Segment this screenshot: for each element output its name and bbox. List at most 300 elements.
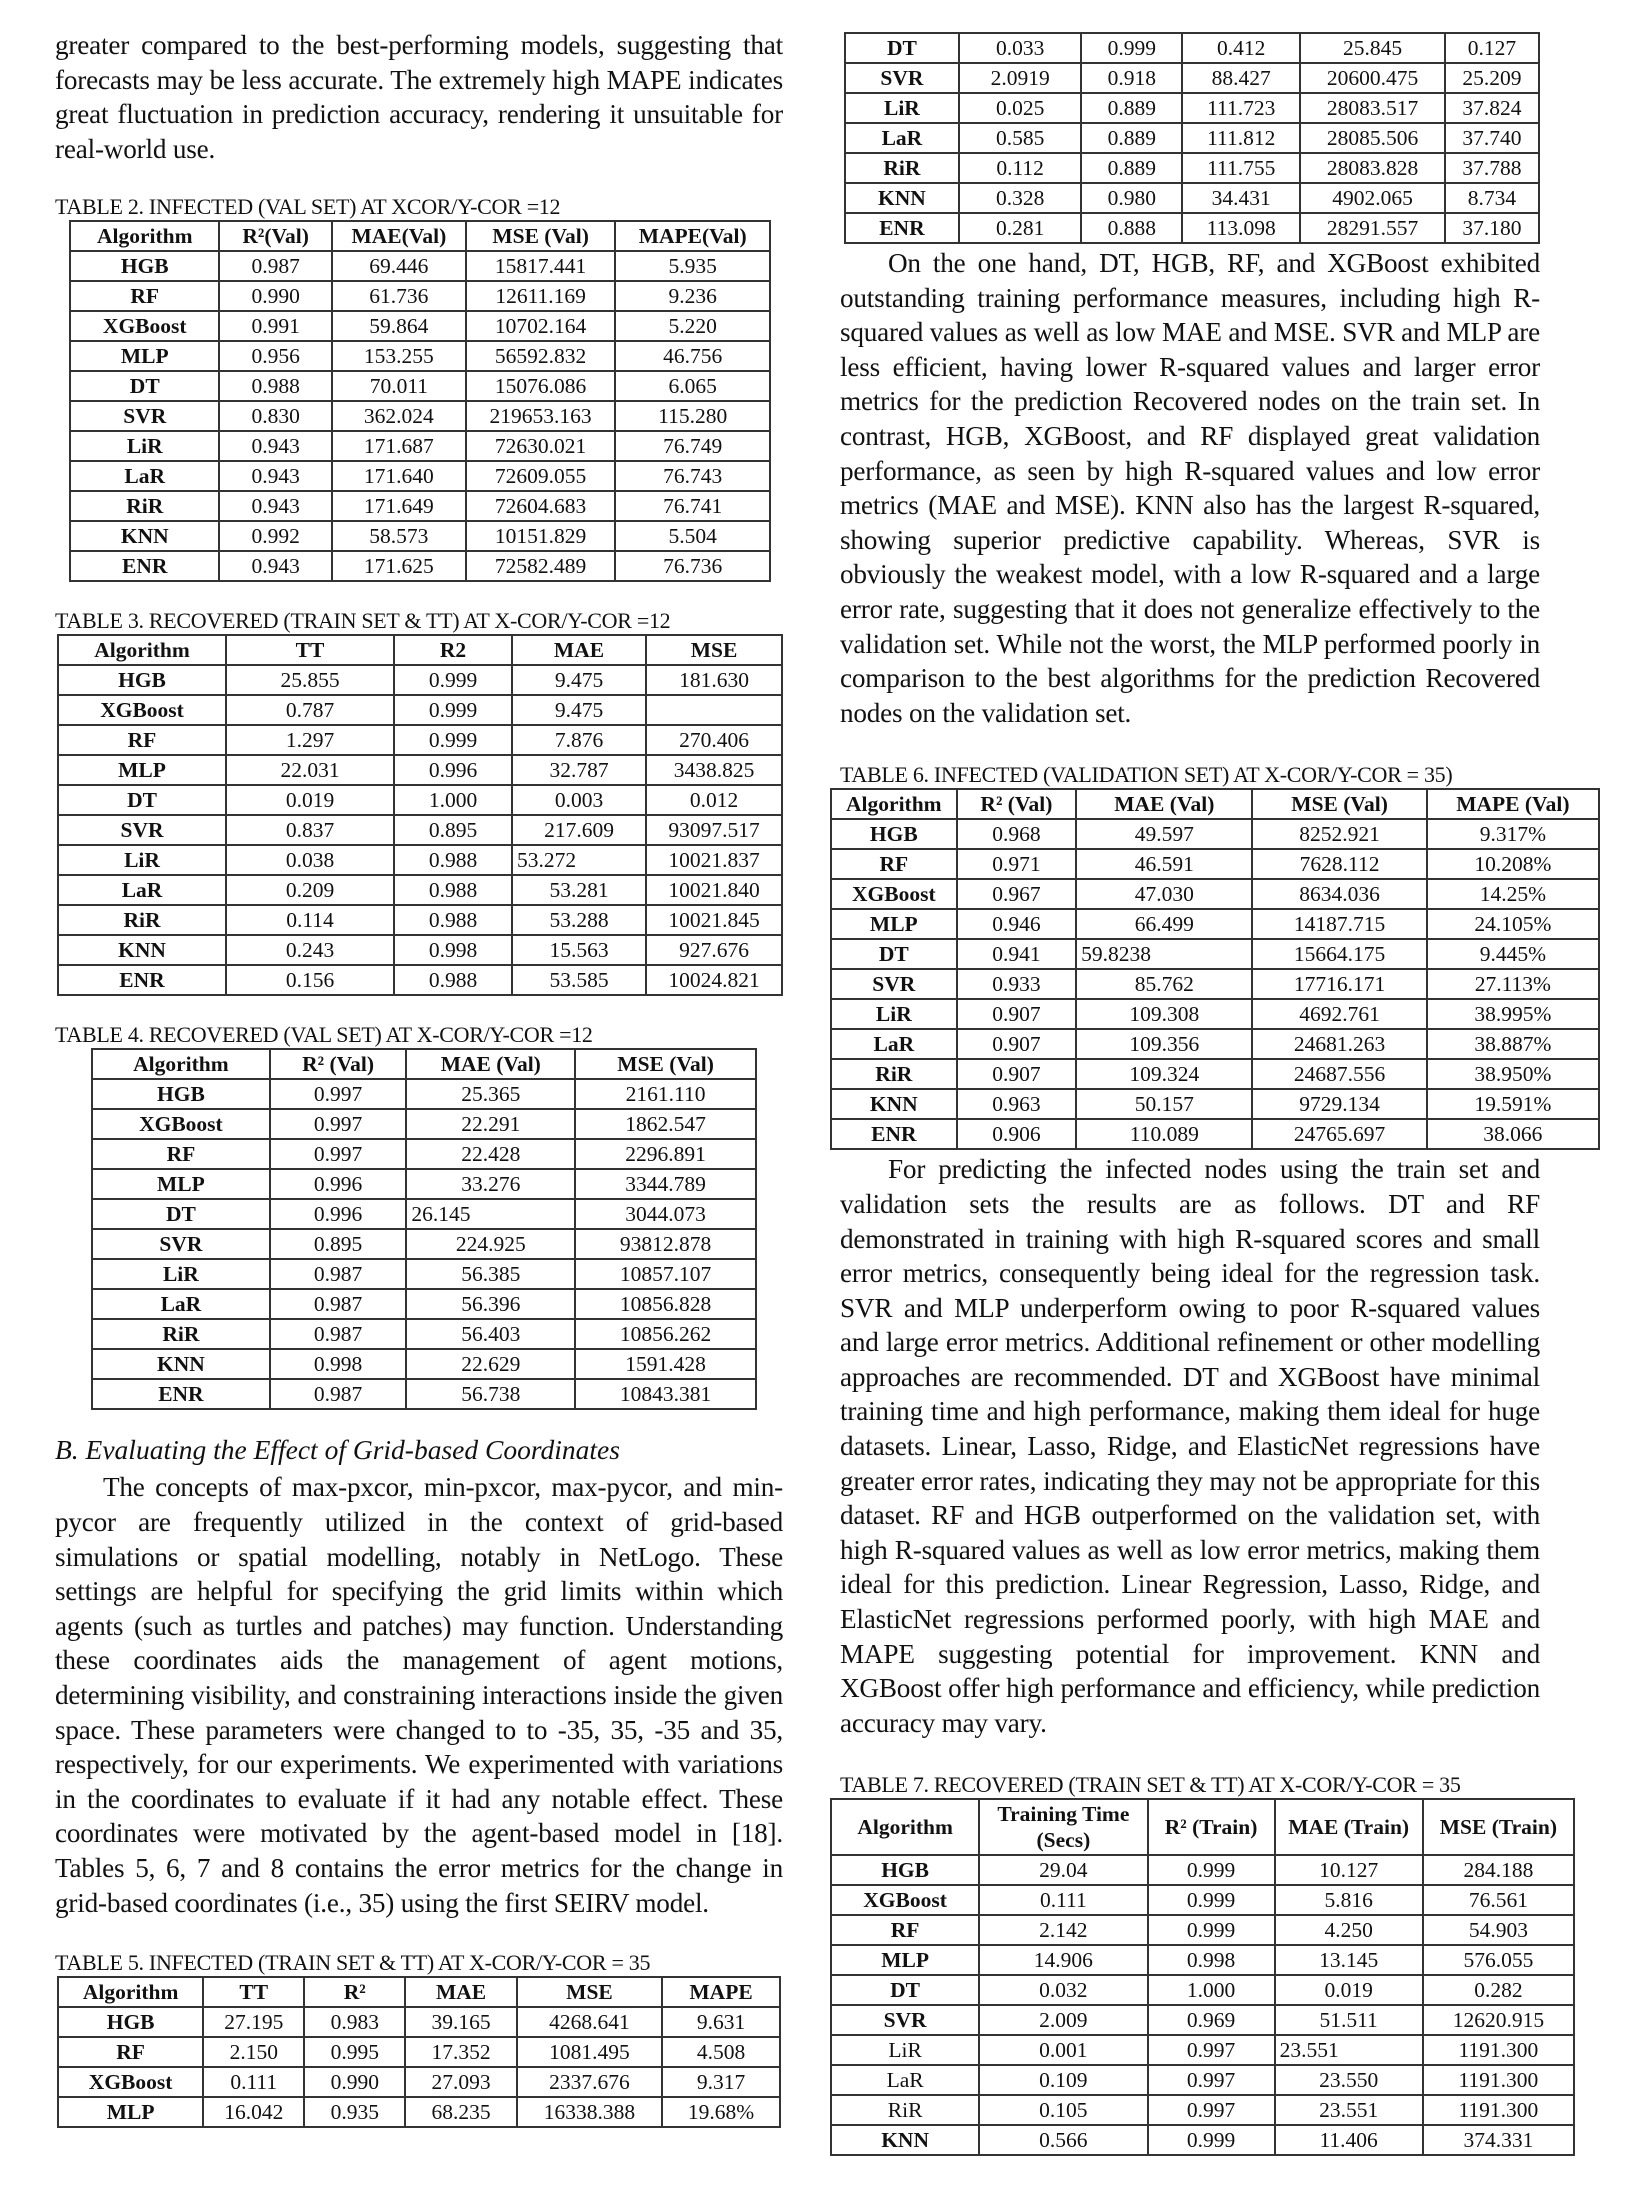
metric-cell: 0.895 (270, 1229, 407, 1259)
metric-cell: 0.019 (1275, 1975, 1423, 2005)
metric-cell: 39.165 (405, 2007, 517, 2037)
metric-cell: 1591.428 (575, 1349, 756, 1379)
metric-cell: 56.396 (406, 1289, 575, 1319)
metric-cell: 19.591% (1427, 1089, 1599, 1119)
metric-cell: 76.741 (615, 491, 770, 521)
metric-cell: 0.935 (304, 2097, 405, 2127)
table-row (70, 521, 770, 551)
table-row (58, 695, 782, 725)
metric-cell: 1191.300 (1423, 2095, 1574, 2125)
metric-cell: 0.997 (270, 1079, 407, 1109)
metric-cell: 14.906 (979, 1945, 1147, 1975)
column-header: R²(Val) (219, 221, 331, 251)
table7 (830, 1798, 1575, 2156)
metric-cell: 0.987 (270, 1379, 407, 1409)
metric-cell: 59.8238 (1076, 939, 1252, 969)
table-row (92, 1259, 756, 1289)
metric-cell: 72630.021 (466, 431, 615, 461)
table-row (58, 755, 782, 785)
table-row (831, 879, 1599, 909)
algorithm-cell: ENR (70, 551, 219, 581)
metric-cell: 0.412 (1182, 33, 1300, 63)
metric-cell: 34.431 (1182, 183, 1300, 213)
metric-cell: 171.640 (332, 461, 466, 491)
algorithm-cell: LaR (831, 2065, 979, 2095)
metric-cell: 115.280 (615, 401, 770, 431)
table-header-row (92, 1049, 756, 1079)
metric-cell: 0.003 (512, 785, 646, 815)
algorithm-cell: HGB (58, 2007, 203, 2037)
metric-cell: 3344.789 (575, 1169, 756, 1199)
metric-cell: 111.755 (1182, 153, 1300, 183)
metric-cell: 72604.683 (466, 491, 615, 521)
metric-cell: 0.889 (1081, 123, 1182, 153)
table-row (58, 905, 782, 935)
column-header: TT (203, 1977, 304, 2007)
algorithm-cell: LaR (92, 1289, 270, 1319)
metric-cell: 9.631 (662, 2007, 780, 2037)
metric-cell: 20600.475 (1300, 63, 1444, 93)
metric-cell: 22.291 (406, 1109, 575, 1139)
metric-cell: 27.113% (1427, 969, 1599, 999)
table-row (831, 1945, 1574, 1975)
table-row (92, 1379, 756, 1409)
table-row (831, 1855, 1574, 1885)
metric-cell: 0.997 (270, 1109, 407, 1139)
metric-cell: 9.317% (1427, 819, 1599, 849)
metric-cell: 47.030 (1076, 879, 1252, 909)
metric-cell: 0.585 (959, 123, 1082, 153)
metric-cell: 0.988 (394, 875, 512, 905)
algorithm-cell: ENR (92, 1379, 270, 1409)
metric-cell: 217.609 (512, 815, 646, 845)
metric-cell: 0.997 (1148, 2035, 1275, 2065)
metric-cell: 88.427 (1182, 63, 1300, 93)
metric-cell: 0.001 (979, 2035, 1147, 2065)
table-row (845, 183, 1539, 213)
metric-cell: 0.990 (304, 2067, 405, 2097)
metric-cell: 14187.715 (1252, 909, 1426, 939)
metric-cell: 109.308 (1076, 999, 1252, 1029)
metric-cell: 10843.381 (575, 1379, 756, 1409)
metric-cell: 0.988 (219, 371, 331, 401)
metric-cell: 5.935 (615, 251, 770, 281)
metric-cell: 10856.262 (575, 1319, 756, 1349)
metric-cell: 2337.676 (517, 2067, 662, 2097)
table4-caption: TABLE 4. RECOVERED (VAL SET) AT X-COR/Y-COR =12 (55, 1022, 593, 1048)
metric-cell: 0.967 (957, 879, 1077, 909)
table-header-row (58, 1977, 780, 2007)
metric-cell: 224.925 (406, 1229, 575, 1259)
metric-cell: 25.365 (406, 1079, 575, 1109)
metric-cell: 68.235 (405, 2097, 517, 2127)
metric-cell: 0.996 (270, 1169, 407, 1199)
metric-cell: 11.406 (1275, 2125, 1423, 2155)
metric-cell: 9.475 (512, 665, 646, 695)
metric-cell: 2161.110 (575, 1079, 756, 1109)
metric-cell: 0.243 (226, 935, 394, 965)
section-heading: B. Evaluating the Effect of Grid-based Coordinates (55, 1434, 620, 1466)
metric-cell: 284.188 (1423, 1855, 1574, 1885)
metric-cell: 576.055 (1423, 1945, 1574, 1975)
metric-cell: 10151.829 (466, 521, 615, 551)
metric-cell: 8252.921 (1252, 819, 1426, 849)
metric-cell: 58.573 (332, 521, 466, 551)
recovered-discussion-paragraph: On the one hand, DT, HGB, RF, and XGBoost exhibited outstanding training performance measures, including high R-squared values as well as low MAE and MSE. SVR and MLP are less efficient, having lower R-squared values and larger error metrics for the prediction Recovered nodes on the train set. In contrast, HGB, XGBoost, and RF displayed great validation performance, as seen by high R-squared values and low error metrics (MAE and MSE). KNN also has the largest R-squared, showing superior predictive capability. Whereas, SVR is obviously the weakest model, with a low R-squared and a large error rate, suggesting that it does not generalize effectively to the validation set. While not the worst, the MLP performed poorly in comparison to the best algorithms for the prediction Recovered nodes on the validation set. (840, 248, 1540, 728)
metric-cell: 9.317 (662, 2067, 780, 2097)
metric-cell: 53.585 (512, 965, 646, 995)
metric-cell: 0.999 (1148, 1915, 1275, 1945)
metric-cell: 3438.825 (646, 755, 782, 785)
infected-discussion-paragraph: For predicting the infected nodes using the train set and validation sets the results are as follows. DT and RF demonstrated in training with high R-squared scores and small error metrics, consequently being ideal for the regression task. SVR and MLP underperform owing to poor R-squared values and large error metrics. Additional refinement or other modelling approaches are recommended. DT and XGBoost have minimal training time and high performance, making them ideal for huge datasets. Linear, Lasso, Ridge, and ElasticNet regressions have greater error rates, indicating they may not be appropriate for this dataset. RF and HGB outperformed on the validation set, with high R-squared values as well as low error metrics, making them ideal for this prediction. Linear Regression, Lasso, Ridge, and ElasticNet regressions performed poorly, with high MAE and MAPE suggesting potential for improvement. KNN and XGBoost offer high performance and efficiency, while prediction accuracy may vary. (840, 1154, 1540, 1738)
table-row (58, 2097, 780, 2127)
algorithm-cell: SVR (831, 969, 957, 999)
section-paragraph: The concepts of max-pxcor, min-pxcor, max-pycor, and min-pycor are frequently utilized in the context of grid-based simulations or spatial modelling, notably in NetLogo. These settings are helpful for specifying the grid limits within which agents (such as turtles and patches) may function. Understanding these coordinates aids the management of agent motions, determining visibility, and constraining interactions inside the given space. These parameters were changed to to -35, 35, -35 and 35, respectively, for our experiments. We experimented with variations in the coordinates to evaluate if it had any notable effect. These coordinates were motivated by the agent-based model in [18]. Tables 5, 6, 7 and 8 contains the error metrics for the change in grid-based coordinates (i.e., 35) using the first SEIRV model. (55, 1472, 783, 1918)
metric-cell: 76.561 (1423, 1885, 1574, 1915)
table-row (58, 2067, 780, 2097)
table-row (70, 311, 770, 341)
table6 (830, 788, 1600, 1150)
metric-cell: 19.68% (662, 2097, 780, 2127)
metric-cell: 27.093 (405, 2067, 517, 2097)
metric-cell: 25.855 (226, 665, 394, 695)
table-row (92, 1169, 756, 1199)
algorithm-cell: LiR (831, 2035, 979, 2065)
algorithm-cell: LaR (831, 1029, 957, 1059)
metric-cell: 0.943 (219, 461, 331, 491)
table3 (57, 634, 783, 996)
metric-cell: 69.446 (332, 251, 466, 281)
column-header: Algorithm (58, 1977, 203, 2007)
table3-caption: TABLE 3. RECOVERED (TRAIN SET & TT) AT X-COR/Y-COR =12 (55, 608, 671, 634)
column-header: Algorithm (92, 1049, 270, 1079)
metric-cell: 0.127 (1445, 33, 1539, 63)
table-row (70, 431, 770, 461)
intro-paragraph: greater compared to the best-performing models, suggesting that forecasts may be less accurate. The extremely high MAPE indicates great fluctuation in prediction accuracy, rendering it unsuitable for real-world use. (55, 30, 783, 164)
metric-cell: 0.987 (219, 251, 331, 281)
metric-cell: 24687.556 (1252, 1059, 1426, 1089)
algorithm-cell: SVR (70, 401, 219, 431)
metric-cell: 0.032 (979, 1975, 1147, 2005)
table-row (58, 965, 782, 995)
metric-cell: 0.038 (226, 845, 394, 875)
table-row (58, 815, 782, 845)
metric-cell: 0.999 (394, 665, 512, 695)
algorithm-cell: RF (831, 849, 957, 879)
table-row (58, 2037, 780, 2067)
metric-cell: 0.282 (1423, 1975, 1574, 2005)
metric-cell: 38.887% (1427, 1029, 1599, 1059)
metric-cell: 374.331 (1423, 2125, 1574, 2155)
metric-cell: 0.997 (270, 1139, 407, 1169)
metric-cell: 0.941 (957, 939, 1077, 969)
column-header: Algorithm (70, 221, 219, 251)
column-header: MAPE (Val) (1427, 789, 1599, 819)
metric-cell: 66.499 (1076, 909, 1252, 939)
table-row (70, 401, 770, 431)
algorithm-cell: XGBoost (70, 311, 219, 341)
algorithm-cell: HGB (58, 665, 226, 695)
metric-cell: 0.889 (1081, 153, 1182, 183)
metric-cell: 16.042 (203, 2097, 304, 2127)
table-row (92, 1229, 756, 1259)
algorithm-cell: RiR (845, 153, 959, 183)
metric-cell: 22.428 (406, 1139, 575, 1169)
metric-cell: 0.999 (1081, 33, 1182, 63)
metric-cell: 0.946 (957, 909, 1077, 939)
metric-cell: 10021.845 (646, 905, 782, 935)
metric-cell: 10024.821 (646, 965, 782, 995)
algorithm-cell: LiR (70, 431, 219, 461)
metric-cell: 76.749 (615, 431, 770, 461)
table-row (831, 909, 1599, 939)
metric-cell: 0.111 (203, 2067, 304, 2097)
table-row (58, 2007, 780, 2037)
algorithm-cell: MLP (92, 1169, 270, 1199)
metric-cell: 0.209 (226, 875, 394, 905)
table-row (70, 251, 770, 281)
table6-caption: TABLE 6. INFECTED (VALIDATION SET) AT X-COR/Y-COR = 35) (840, 762, 1453, 788)
algorithm-cell: RiR (831, 2095, 979, 2125)
column-header: MAPE (662, 1977, 780, 2007)
table-row (831, 2065, 1574, 2095)
metric-cell: 37.788 (1445, 153, 1539, 183)
algorithm-cell: KNN (58, 935, 226, 965)
table-row (70, 551, 770, 581)
algorithm-cell: ENR (845, 213, 959, 243)
metric-cell: 4902.065 (1300, 183, 1444, 213)
metric-cell: 0.999 (394, 695, 512, 725)
metric-cell: 10702.164 (466, 311, 615, 341)
table-row (831, 999, 1599, 1029)
metric-cell: 0.988 (394, 905, 512, 935)
table-row (70, 371, 770, 401)
metric-cell: 0.943 (219, 431, 331, 461)
algorithm-cell: RF (58, 2037, 203, 2067)
metric-cell: 6.065 (615, 371, 770, 401)
metric-cell: 37.740 (1445, 123, 1539, 153)
algorithm-cell: DT (58, 785, 226, 815)
metric-cell: 0.988 (394, 845, 512, 875)
metric-cell: 0.999 (1148, 1855, 1275, 1885)
metric-cell: 23.551 (1275, 2035, 1423, 2065)
algorithm-cell: LiR (58, 845, 226, 875)
algorithm-cell: MLP (58, 2097, 203, 2127)
metric-cell: 0.969 (1148, 2005, 1275, 2035)
metric-cell: 16338.388 (517, 2097, 662, 2127)
metric-cell: 0.943 (219, 551, 331, 581)
metric-cell: 23.551 (1275, 2095, 1423, 2125)
metric-cell: 0.998 (270, 1349, 407, 1379)
metric-cell: 0.996 (394, 755, 512, 785)
algorithm-cell: RiR (92, 1319, 270, 1349)
metric-cell: 113.098 (1182, 213, 1300, 243)
metric-cell: 5.220 (615, 311, 770, 341)
table5 (57, 1976, 781, 2128)
metric-cell: 0.992 (219, 521, 331, 551)
metric-cell: 0.990 (219, 281, 331, 311)
column-header: MSE (Val) (466, 221, 615, 251)
column-header: Algorithm (58, 635, 226, 665)
algorithm-cell: KNN (92, 1349, 270, 1379)
metric-cell: 181.630 (646, 665, 782, 695)
metric-cell: 0.906 (957, 1119, 1077, 1149)
column-header: MAE (Val) (406, 1049, 575, 1079)
metric-cell: 0.907 (957, 999, 1077, 1029)
metric-cell: 0.033 (959, 33, 1082, 63)
metric-cell: 171.625 (332, 551, 466, 581)
metric-cell: 56.738 (406, 1379, 575, 1409)
metric-cell: 927.676 (646, 935, 782, 965)
metric-cell: 2.0919 (959, 63, 1082, 93)
algorithm-cell: XGBoost (831, 879, 957, 909)
metric-cell: 53.272 (512, 845, 646, 875)
metric-cell: 0.991 (219, 311, 331, 341)
metric-cell: 1.000 (394, 785, 512, 815)
metric-cell: 2.009 (979, 2005, 1147, 2035)
algorithm-cell: LiR (92, 1259, 270, 1289)
metric-cell: 25.209 (1445, 63, 1539, 93)
metric-cell: 1862.547 (575, 1109, 756, 1139)
metric-cell: 76.736 (615, 551, 770, 581)
table-header-row (831, 789, 1599, 819)
metric-cell: 0.889 (1081, 93, 1182, 123)
column-header: Algorithm (831, 1799, 979, 1855)
algorithm-cell: RF (92, 1139, 270, 1169)
metric-cell: 15.563 (512, 935, 646, 965)
algorithm-cell: KNN (70, 521, 219, 551)
metric-cell: 0.963 (957, 1089, 1077, 1119)
metric-cell: 7628.112 (1252, 849, 1426, 879)
table5-caption: TABLE 5. INFECTED (TRAIN SET & TT) AT X-COR/Y-COR = 35 (55, 1950, 651, 1976)
metric-cell: 0.998 (394, 935, 512, 965)
metric-cell: 0.112 (959, 153, 1082, 183)
metric-cell: 0.999 (1148, 2125, 1275, 2155)
metric-cell: 270.406 (646, 725, 782, 755)
metric-cell: 0.997 (1148, 2065, 1275, 2095)
metric-cell: 0.025 (959, 93, 1082, 123)
table-row (831, 819, 1599, 849)
metric-cell: 0.971 (957, 849, 1077, 879)
table-row (92, 1109, 756, 1139)
metric-cell: 28083.828 (1300, 153, 1444, 183)
metric-cell: 0.987 (270, 1319, 407, 1349)
algorithm-cell: HGB (831, 819, 957, 849)
table-row (845, 33, 1539, 63)
table-row (58, 935, 782, 965)
table-row (58, 785, 782, 815)
table-row (831, 2005, 1574, 2035)
algorithm-cell: HGB (831, 1855, 979, 1885)
metric-cell: 1081.495 (517, 2037, 662, 2067)
metric-cell: 0.998 (1148, 1945, 1275, 1975)
table-row (92, 1079, 756, 1109)
metric-cell: 0.987 (270, 1259, 407, 1289)
column-header: R² (304, 1977, 405, 2007)
metric-cell: 0.907 (957, 1059, 1077, 1089)
metric-cell: 9.475 (512, 695, 646, 725)
metric-cell: 0.968 (957, 819, 1077, 849)
column-header: R² (Val) (957, 789, 1077, 819)
metric-cell: 0.111 (979, 1885, 1147, 1915)
table-row (70, 491, 770, 521)
column-header: MSE (Val) (575, 1049, 756, 1079)
metric-cell: 109.356 (1076, 1029, 1252, 1059)
algorithm-cell: RiR (70, 491, 219, 521)
table-row (831, 1059, 1599, 1089)
table-row (70, 341, 770, 371)
column-header: MSE (646, 635, 782, 665)
table-row (831, 2125, 1574, 2155)
metric-cell: 26.145 (406, 1199, 575, 1229)
algorithm-cell: ENR (58, 965, 226, 995)
column-header: Algorithm (831, 789, 957, 819)
algorithm-cell: XGBoost (831, 1885, 979, 1915)
table-row (845, 63, 1539, 93)
column-header: MAE(Val) (332, 221, 466, 251)
algorithm-cell: XGBoost (58, 695, 226, 725)
column-header: MSE (Train) (1423, 1799, 1574, 1855)
table-row (831, 969, 1599, 999)
algorithm-cell: RiR (58, 905, 226, 935)
metric-cell: 0.888 (1081, 213, 1182, 243)
metric-cell: 38.995% (1427, 999, 1599, 1029)
metric-cell: 37.180 (1445, 213, 1539, 243)
metric-cell: 56.385 (406, 1259, 575, 1289)
metric-cell: 0.109 (979, 2065, 1147, 2095)
metric-cell: 17716.171 (1252, 969, 1426, 999)
metric-cell (646, 695, 782, 725)
algorithm-cell: SVR (92, 1229, 270, 1259)
algorithm-cell: SVR (845, 63, 959, 93)
metric-cell: 2.142 (979, 1915, 1147, 1945)
table-row (831, 1029, 1599, 1059)
metric-cell: 10857.107 (575, 1259, 756, 1289)
metric-cell: 0.956 (219, 341, 331, 371)
metric-cell: 4.508 (662, 2037, 780, 2067)
metric-cell: 46.756 (615, 341, 770, 371)
metric-cell: 8.734 (1445, 183, 1539, 213)
algorithm-cell: KNN (845, 183, 959, 213)
column-header: MAE (512, 635, 646, 665)
metric-cell: 171.687 (332, 431, 466, 461)
metric-cell: 0.156 (226, 965, 394, 995)
table7-caption: TABLE 7. RECOVERED (TRAIN SET & TT) AT X-COR/Y-COR = 35 (840, 1772, 1461, 1798)
metric-cell: 59.864 (332, 311, 466, 341)
metric-cell: 7.876 (512, 725, 646, 755)
metric-cell: 10.127 (1275, 1855, 1423, 1885)
table-row (831, 1915, 1574, 1945)
metric-cell: 72582.489 (466, 551, 615, 581)
metric-cell: 0.328 (959, 183, 1082, 213)
algorithm-cell: DT (831, 1975, 979, 2005)
metric-cell: 4.250 (1275, 1915, 1423, 1945)
metric-cell: 111.812 (1182, 123, 1300, 153)
table-row (831, 1885, 1574, 1915)
metric-cell: 56.403 (406, 1319, 575, 1349)
metric-cell: 22.031 (226, 755, 394, 785)
metric-cell: 28083.517 (1300, 93, 1444, 123)
table-row (845, 213, 1539, 243)
metric-cell: 53.288 (512, 905, 646, 935)
metric-cell: 33.276 (406, 1169, 575, 1199)
table-row (845, 153, 1539, 183)
algorithm-cell: SVR (58, 815, 226, 845)
metric-cell: 0.566 (979, 2125, 1147, 2155)
table-row (831, 2095, 1574, 2125)
metric-cell: 50.157 (1076, 1089, 1252, 1119)
table-header-row (70, 221, 770, 251)
